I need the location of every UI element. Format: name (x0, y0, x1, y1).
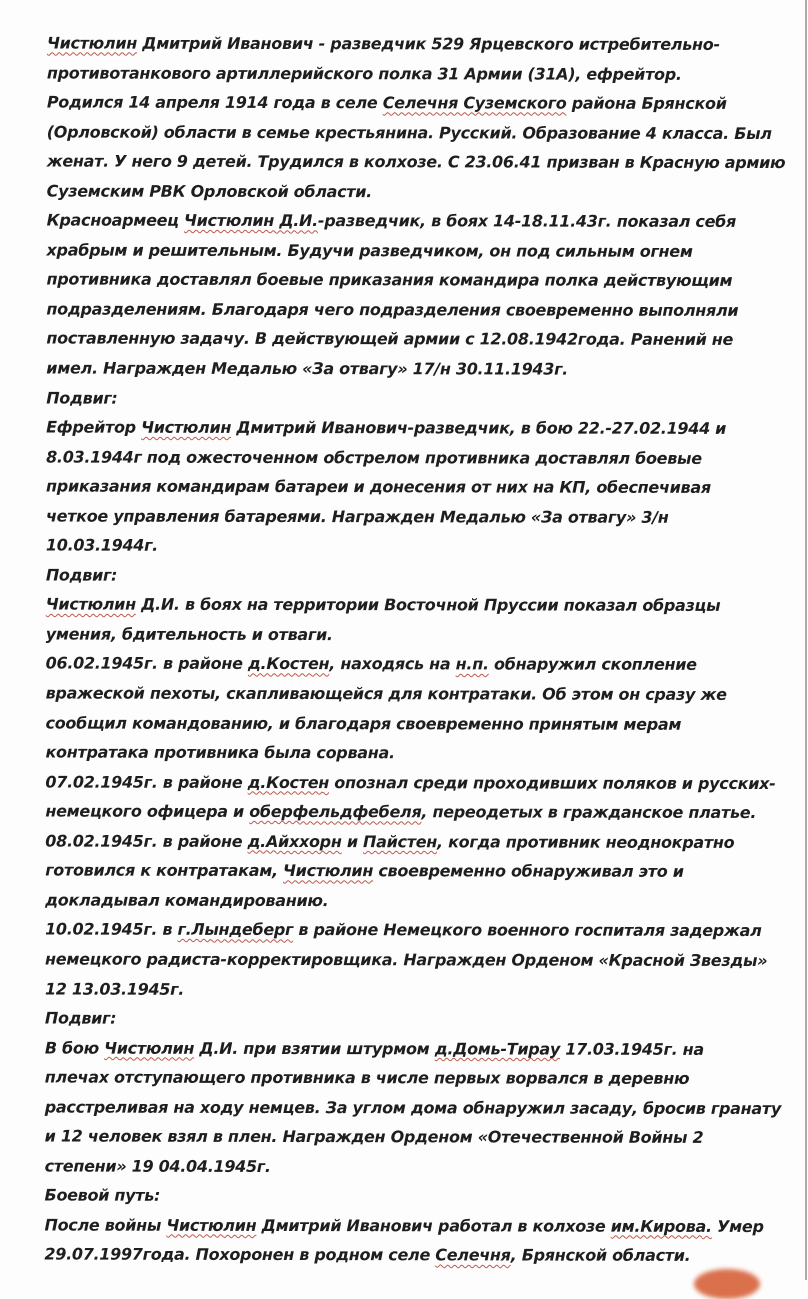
text-run: женат. У него 9 детей. Трудился в колхозе. С 23.06.41 призван в Красную армию (46, 151, 786, 173)
text-line (47, 176, 763, 207)
text-run: храбрым и решительным. Будучи разведчиком, он под сильным огнем (46, 240, 693, 261)
text-run: Подвиг: (46, 388, 118, 408)
misspelled-word: Чистюлин (283, 861, 374, 881)
text-line (46, 679, 762, 710)
text-run: четкое управления батареями. Награжден Медалью «За отвагу» 3/н (45, 506, 669, 527)
misspelled-word: оберфельдфебеля (249, 802, 422, 822)
text-run: После войны (44, 1215, 167, 1235)
text-run: , переодетых в гражданское платье. (421, 802, 757, 823)
text-line (45, 1063, 761, 1094)
text-run: в районе Немецкого военного госпиталя задержал (293, 920, 762, 941)
text-line (45, 974, 761, 1005)
page-edge-divider (805, 0, 807, 1280)
text-run: расстреливая на ходу немцев. За углом дома обнаружил засаду, бросив гранату (44, 1097, 781, 1118)
text-line (46, 354, 762, 385)
misspelled-word: д.Домь-Тирау (434, 1038, 561, 1059)
misspelled-word: Чистюлин (104, 1038, 195, 1058)
text-line (46, 383, 762, 414)
text-run: Д.И. при взятии штурмом (194, 1038, 435, 1058)
text-run: В бою (44, 1038, 105, 1058)
bottom-accent-shape (694, 1269, 760, 1299)
text-line (45, 797, 761, 828)
text-line (45, 1181, 761, 1212)
misspelled-word: Чистюлин (141, 417, 232, 437)
text-run: района Брянской (566, 93, 727, 114)
misspelled-word: Чистюлин (46, 33, 138, 53)
text-run: 29.07.1997года. Похоронен в родном селе (44, 1244, 436, 1265)
text-run: -разведчик, в боях 14-18.11.43г. показал себя (317, 211, 737, 232)
text-run: , находясь на (329, 654, 456, 674)
text-run: немецкого офицера и (45, 801, 250, 822)
text-line (46, 265, 762, 296)
text-line (46, 560, 762, 591)
text-line (45, 1151, 761, 1182)
text-line (46, 147, 786, 178)
misspelled-word: н.п. (455, 654, 489, 674)
text-run: (Орловской) области в семье крестьянина. Русский. Образование 4 класса. Был (46, 122, 772, 143)
misspelled-word: д.Костен (247, 654, 330, 674)
misspelled-word: Чистюлин (45, 594, 136, 615)
misspelled-word: д.Айххорн (247, 831, 342, 851)
text-run: Дмитрий Иванович-разведчик, в бою 22.-27.02.1944 и (231, 417, 727, 439)
text-line (47, 88, 763, 119)
text-run: 10.02.1945г. в (45, 919, 178, 940)
misspelled-word: Пайстен (363, 831, 438, 852)
text-line (46, 413, 762, 444)
text-line (46, 531, 762, 562)
text-run: Дмитрий Иванович работал в колхозе (256, 1215, 611, 1236)
text-run: плечах отступающего противника в числе первых ворвался в деревню (44, 1067, 690, 1088)
text-line (45, 738, 761, 769)
text-line (46, 117, 772, 148)
text-run: готовился к контратакам, (45, 860, 284, 881)
misspelled-word: им.Кирова. (610, 1216, 712, 1236)
text-run: немецкого радиста-корректировщика. Награжден Орденом «Красной Звезды» (45, 949, 768, 970)
text-run: 08.02.1945г. в районе (45, 831, 248, 851)
text-run: своевременно обнаруживал это и (373, 861, 684, 882)
text-line (45, 826, 761, 857)
misspelled-word: Селечня Суземского (382, 93, 567, 113)
text-run: Родился 14 апреля 1914 года в селе (46, 92, 383, 113)
text-run: 07.02.1945г. в районе (45, 772, 248, 792)
text-line (45, 856, 761, 887)
text-run: 17.03.1945г. на (560, 1039, 704, 1059)
text-run: вражеской пехоты, скапливающейся для контратаки. Об этом он сразу же (45, 683, 727, 704)
text-run: 06.02.1945г. в районе (45, 653, 248, 674)
text-line (47, 235, 763, 266)
text-run: обнаружил скопление (488, 654, 697, 675)
text-line (47, 206, 763, 237)
text-run: Красноармеец (46, 210, 185, 231)
text-line (46, 649, 762, 680)
misspelled-word: д.Костен (247, 772, 330, 792)
text-run: докладывал командированию. (45, 890, 329, 910)
text-run: Д.И. в боях на территории Восточной Пруссии показал образцы (135, 595, 721, 616)
text-line (47, 58, 763, 89)
text-run: Боевой путь: (44, 1185, 161, 1206)
text-line (46, 472, 762, 503)
text-run: Ефрейтор (46, 417, 142, 437)
misspelled-word: г.Лындеберг (177, 920, 294, 940)
text-run: и 12 человек взял в плен. Награжден Орденом «Отечественной Войны 2 (44, 1126, 704, 1148)
text-run: подразделениям. Благодаря чего подразделения своевременно выполняли (46, 299, 739, 320)
text-line (46, 501, 762, 532)
text-run: опознал среди проходивших поляков и русских- (329, 772, 776, 793)
text-run: сообщил командованию, и благодаря своевременно принятым мерам (45, 713, 682, 734)
text-run: имел. Награжден Медалью «За отвагу» 17/н 30.11.1943г. (46, 358, 568, 379)
text-line (45, 1004, 761, 1035)
misspelled-word: Чистюлин Д.И. (184, 211, 318, 231)
text-line (45, 1033, 761, 1064)
text-run: Подвиг: (45, 565, 118, 585)
text-run: и (341, 831, 364, 851)
text-line (45, 767, 776, 798)
text-line (46, 619, 762, 650)
text-run: 10.03.1944г. (45, 535, 159, 556)
misspelled-word: Селечня (435, 1245, 511, 1265)
text-line (46, 442, 762, 473)
text-line (46, 590, 762, 621)
text-line (44, 1240, 760, 1271)
text-run: Суземским РВК Орловской области. (46, 181, 372, 201)
misspelled-word: Чистюлин (166, 1215, 257, 1235)
text-line (45, 944, 768, 975)
text-line (45, 1122, 761, 1153)
text-run: Умер (711, 1216, 764, 1236)
text-line (44, 1092, 781, 1123)
text-run: приказания командирам батареи и донесения от них на КП, обеспечивая (46, 476, 711, 498)
text-line (47, 29, 763, 60)
text-run: контратака противника была сорвана. (45, 742, 395, 763)
text-line (45, 885, 761, 916)
text-run: противника доставлял боевые приказания командира полка действующим (46, 269, 733, 291)
text-run: , когда противник неоднократно (437, 832, 735, 852)
text-run: противотанкового артиллерийского полка 31 Армии (31А), ефрейтор. (46, 63, 682, 84)
text-run: , Брянской области. (510, 1245, 691, 1266)
text-run: 12 13.03.1945г. (44, 978, 185, 999)
text-line (44, 1210, 764, 1241)
text-line (46, 708, 762, 739)
text-line (46, 324, 762, 355)
text-run: поставленную задачу. В действующей армии с 12.08.1942года. Ранений не (46, 328, 734, 350)
text-run: Дмитрий Иванович - разведчик 529 Ярцевского истребительно- (136, 33, 720, 54)
text-run: умения, бдительность и отваги. (45, 624, 333, 645)
text-run: степени» 19 04.04.1945г. (44, 1156, 271, 1176)
text-run: Подвиг: (44, 1008, 117, 1028)
text-line (46, 294, 762, 325)
document-text (44, 29, 786, 1271)
text-line (45, 915, 761, 946)
text-run: 8.03.1944г под ожесточенном обстрелом противника доставлял боевые (46, 447, 702, 468)
